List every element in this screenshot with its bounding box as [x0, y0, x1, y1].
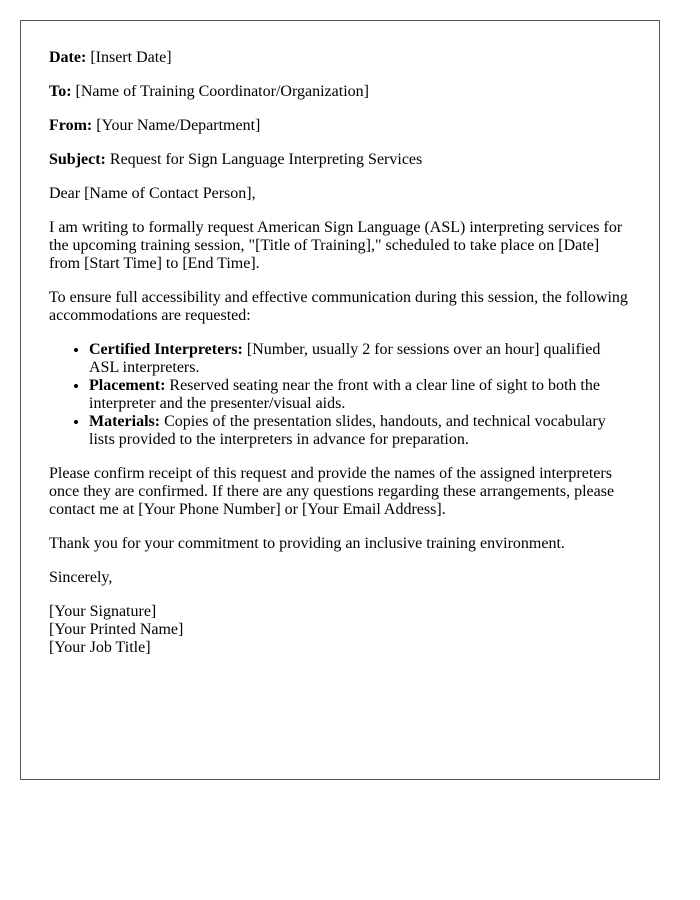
signature-block — [49, 603, 631, 657]
list-item-text: Copies of the presentation slides, handouts, and technical vocabulary lists provided to the interpreters in advance for preparation. — [89, 413, 606, 448]
list-item-text: [Number, usually 2 for sessions over an hour] qualified ASL interpreters. — [89, 341, 601, 376]
to-line — [49, 83, 631, 101]
list-item — [89, 413, 631, 449]
from-value: [Your Name/Department] — [96, 117, 261, 134]
sign-off: Sincerely, — [49, 569, 113, 586]
subject-label: Subject: — [49, 151, 106, 168]
list-item — [89, 341, 631, 377]
from-line — [49, 117, 631, 135]
from-label: From: — [49, 117, 93, 134]
list-item-label: Certified Interpreters: — [89, 341, 243, 358]
confirmation-paragraph: Please confirm receipt of this request and provide the names of the assigned interpreters once they are confirmed. If there are any questions regarding these arrangements, please contact me at [Your Phone Number] or [Your Email Address]. — [49, 465, 615, 518]
list-item-label: Placement: — [89, 377, 166, 394]
list-item-label: Materials: — [89, 413, 161, 430]
accommodations-paragraph: To ensure full accessibility and effective communication during this session, the following accommodations are requested: — [49, 289, 628, 324]
job-title-line: [Your Job Title] — [49, 639, 151, 656]
date-value: [Insert Date] — [90, 49, 172, 66]
thanks-paragraph: Thank you for your commitment to providing an inclusive training environment. — [49, 535, 565, 552]
list-item — [89, 377, 631, 413]
date-line — [49, 49, 631, 67]
intro-paragraph: I am writing to formally request American Sign Language (ASL) interpreting services for the upcoming training session, "[Title of Training]," scheduled to take place on [Date] from [Start Time] to [End Time]. — [49, 219, 623, 272]
letter-page — [20, 20, 660, 780]
printed-name-line: [Your Printed Name] — [49, 621, 184, 638]
to-value: [Name of Training Coordinator/Organization] — [75, 83, 369, 100]
salutation: Dear [Name of Contact Person], — [49, 185, 256, 202]
subject-line — [49, 151, 631, 169]
accommodations-list — [49, 341, 631, 449]
to-label: To: — [49, 83, 72, 100]
list-item-text: Reserved seating near the front with a clear line of sight to both the interpreter and the presenter/visual aids. — [89, 377, 600, 412]
date-label: Date: — [49, 49, 87, 66]
subject-value: Request for Sign Language Interpreting Services — [109, 151, 423, 168]
signature-line: [Your Signature] — [49, 603, 157, 620]
